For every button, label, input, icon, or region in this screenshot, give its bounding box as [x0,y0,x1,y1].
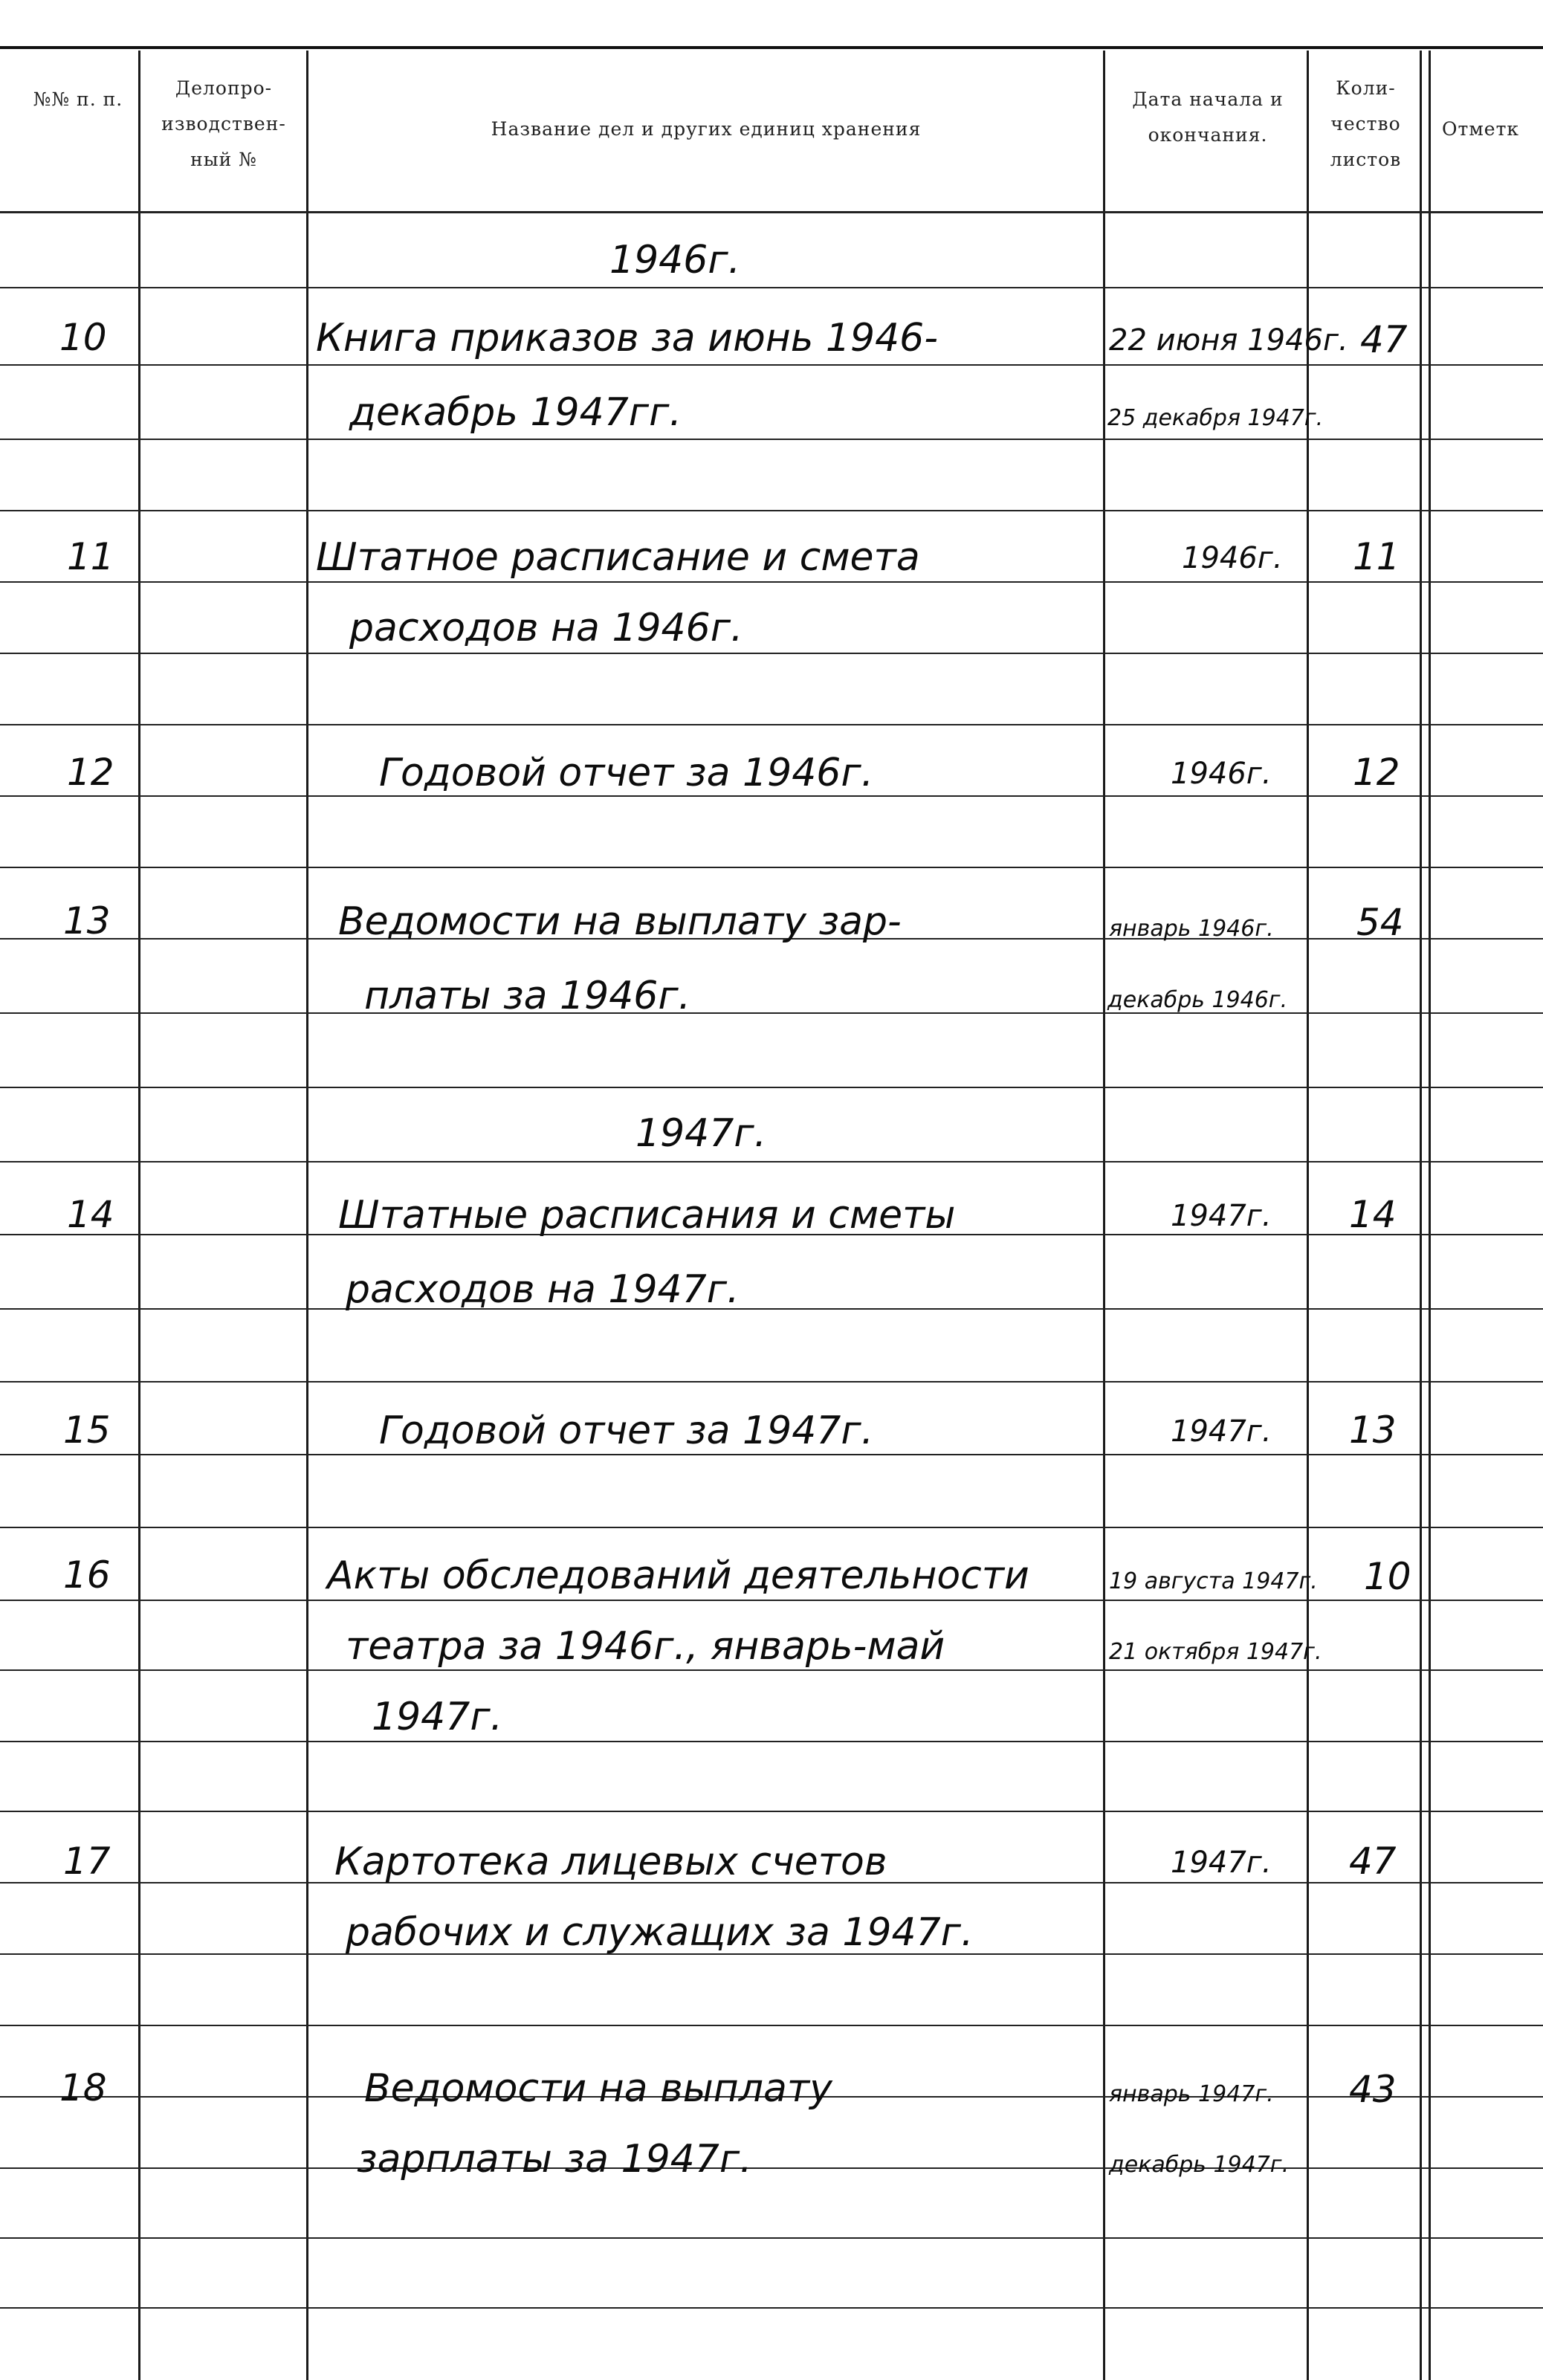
ruled-line [0,1600,1543,1601]
ruled-line [0,1012,1543,1014]
ruled-line [0,2025,1543,2026]
column-line [306,51,308,2380]
top-rule [0,46,1543,49]
header-notes: Отметк [1442,118,1520,140]
ruled-line [0,287,1543,288]
row-sheets: 10 [1364,1555,1411,1598]
row-title-line: расходов на 1947г. [346,1267,740,1312]
row-date: 1946г. [1182,541,1283,575]
row-title-line: рабочих и служащих за 1947г. [346,1910,974,1955]
ruled-line [0,1527,1543,1528]
header-title: Название дел и других единиц хранения [491,118,922,140]
row-title-line: Книга приказов за июнь 1946- [316,316,939,360]
ruled-line [0,1741,1543,1742]
ruled-line [0,581,1543,583]
row-date-start: январь 1947г. [1109,2081,1274,2107]
row-title-line: театра за 1946г., январь-май [346,1624,945,1669]
row-date: 1947г. [1171,1846,1272,1880]
row-date: 1946г. [1171,757,1272,791]
row-date-end: декабрь 1947г. [1109,2152,1290,2178]
ruled-line [0,2237,1543,2239]
row-sheets: 47 [1349,1840,1397,1883]
row-number: 17 [63,1840,111,1883]
header-rule [0,211,1543,213]
row-date-end: 25 декабря 1947г. [1107,405,1324,431]
row-title-line: Картотека лицевых счетов [334,1840,887,1884]
ruled-line [0,2167,1543,2169]
row-date-start: 19 августа 1947г. [1109,1568,1318,1594]
ruled-line [0,2307,1543,2309]
ruled-line [0,510,1543,511]
row-title-line: 1947г. [372,1695,503,1739]
header-file-number: Делопро- изводствен- ный № [161,77,286,170]
row-title-line: Штатное расписание и смета [316,535,920,580]
row-date: 1947г. [1171,1199,1272,1233]
row-sheets: 43 [1349,2068,1397,2111]
row-sheets: 47 [1360,318,1408,361]
ruled-line [0,364,1543,366]
row-sheets: 13 [1349,1409,1397,1452]
header-sheets: Коли- чество листов [1330,77,1402,170]
row-number: 16 [63,1553,111,1597]
column-line [1420,51,1422,2380]
column-line [1103,51,1105,2380]
column-line [1429,51,1431,2380]
ruled-line [0,1811,1543,1812]
ruled-line [0,795,1543,797]
ruled-line [0,439,1543,440]
row-title-line: Штатные расписания и сметы [338,1193,956,1238]
ruled-line [0,653,1543,654]
row-number: 10 [59,316,107,359]
row-number: 14 [67,1193,114,1236]
row-date: 1947г. [1171,1414,1272,1449]
row-number: 18 [59,2066,107,2109]
row-number: 11 [67,535,114,578]
row-title-line: Акты обследований деятельности [327,1553,1029,1598]
row-date-start: январь 1946г. [1109,916,1274,942]
row-title-line: зарплаты за 1947г. [357,2137,752,2182]
column-line [138,51,140,2380]
row-date-end: 21 октября 1947г. [1109,1639,1322,1665]
row-title-line: расходов на 1946г. [349,606,743,650]
section-year: 1947г. [635,1111,767,1156]
row-title-line: Ведомости на выплату зар- [338,899,902,944]
ruled-line [0,724,1543,725]
row-title-line: Годовой отчет за 1947г. [379,1409,874,1453]
ruled-line [0,1308,1543,1310]
header-dates: Дата начала и окончания. [1132,88,1284,146]
row-date-start: 22 июня 1946г. [1109,323,1348,358]
row-number: 13 [63,899,111,942]
column-line [1307,51,1309,2380]
header-number: №№ п. п. [33,88,123,110]
ruled-line [0,867,1543,868]
row-sheets: 11 [1353,535,1400,578]
row-number: 15 [63,1409,111,1452]
ruled-line [0,1087,1543,1088]
ruled-line [0,1381,1543,1383]
row-title-line: платы за 1946г. [364,974,691,1018]
row-title-line: Годовой отчет за 1946г. [379,751,874,795]
row-sheets: 54 [1356,901,1404,944]
ruled-line [0,1454,1543,1455]
row-title-line: декабрь 1947гг. [349,390,682,435]
ruled-line [0,1669,1543,1671]
row-title-line: Ведомости на выплату [364,2066,832,2111]
row-date-end: декабрь 1946г. [1107,987,1288,1013]
ruled-line [0,1161,1543,1162]
row-sheets: 14 [1349,1193,1397,1236]
row-sheets: 12 [1353,751,1400,794]
row-number: 12 [67,751,114,794]
section-year: 1946г. [609,238,741,282]
